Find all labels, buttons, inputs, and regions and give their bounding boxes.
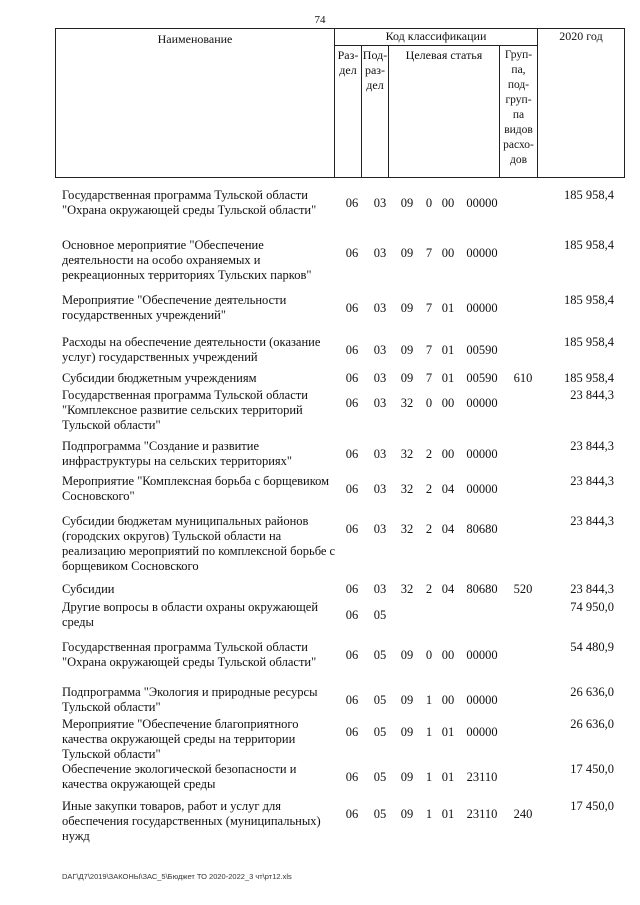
row-cs1: 09 [400, 725, 414, 739]
row-cs4: 80680 [466, 582, 498, 596]
row-podrazdel: 03 [373, 396, 387, 410]
row-amount: 54 480,9 [570, 640, 614, 654]
row-cs1: 32 [400, 522, 414, 536]
row-cs3: 01 [441, 301, 455, 315]
row-cs1: 09 [400, 807, 414, 821]
header-classification: Код классификации [385, 29, 487, 43]
header-target-cell [388, 45, 500, 178]
row-amount: 23 844,3 [570, 582, 614, 596]
row-razdel: 06 [345, 608, 359, 622]
row-cs2: 2 [425, 482, 433, 496]
row-podrazdel: 03 [373, 343, 387, 357]
row-cs1: 09 [400, 301, 414, 315]
row-cs1: 09 [400, 648, 414, 662]
row-amount: 74 950,0 [570, 600, 614, 614]
row-cs1: 09 [400, 343, 414, 357]
row-cs4: 23110 [466, 770, 498, 784]
row-name: Субсидии [62, 582, 115, 596]
row-cs2: 1 [425, 725, 433, 739]
row-cs3: 04 [441, 482, 455, 496]
row-podrazdel: 03 [373, 482, 387, 496]
row-vr: 520 [513, 582, 533, 596]
row-podrazdel: 03 [373, 301, 387, 315]
page-number: 74 [314, 14, 326, 26]
row-podrazdel: 03 [373, 371, 387, 385]
row-razdel: 06 [345, 196, 359, 210]
row-cs2: 1 [425, 807, 433, 821]
row-cs3: 01 [441, 725, 455, 739]
row-cs4: 00000 [466, 482, 498, 496]
row-name: Другие вопросы в области охраны окружающей среды [62, 600, 319, 629]
row-razdel: 06 [345, 648, 359, 662]
row-cs1: 09 [400, 196, 414, 210]
row-cs1: 09 [400, 770, 414, 784]
row-amount: 26 636,0 [570, 717, 614, 731]
row-cs2: 7 [425, 301, 433, 315]
row-podrazdel: 05 [373, 725, 387, 739]
row-cs1: 32 [400, 396, 414, 410]
row-vr: 610 [513, 371, 533, 385]
row-amount: 185 958,4 [564, 238, 614, 252]
row-name: Иные закупки товаров, работ и услуг для обеспечения государственных (муниципальных) нужд [62, 799, 321, 843]
row-cs3: 04 [441, 522, 455, 536]
header-group: Груп- па, под- груп- па видов расхо- дов [503, 49, 534, 166]
row-name: Основное мероприятие "Обеспечение деятельности на особо охраняемых и рекреационных территориях Тульских парков" [62, 238, 312, 282]
file-path-footer: DAГ\Д7\2019\ЗАКОНЫ\ЗАС_5\Бюджет ТО 2020-2022_3 чт\рт12.xls [62, 872, 292, 881]
row-razdel: 06 [345, 482, 359, 496]
row-name: Подпрограмма "Экология и природные ресурсы Тульской области" [62, 685, 318, 714]
row-cs4: 23110 [466, 807, 498, 821]
row-amount: 185 958,4 [564, 371, 614, 385]
row-name: Субсидии бюджетам муниципальных районов (городских округов) Тульской области на реализацию мероприятий по комплексной борьбе с борщевиком Сосновского [62, 514, 336, 573]
row-vr: 240 [513, 807, 533, 821]
row-razdel: 06 [345, 246, 359, 260]
row-cs4: 00590 [466, 343, 498, 357]
header-name: Наименование [157, 32, 233, 46]
row-razdel: 06 [345, 522, 359, 536]
row-razdel: 06 [345, 343, 359, 357]
row-cs3: 01 [441, 343, 455, 357]
row-cs3: 00 [441, 693, 455, 707]
row-cs1: 32 [400, 582, 414, 596]
row-amount: 23 844,3 [570, 439, 614, 453]
row-cs2: 2 [425, 522, 433, 536]
row-podrazdel: 03 [373, 447, 387, 461]
header-target: Целевая статья [405, 48, 483, 62]
row-cs4: 00000 [466, 246, 498, 260]
row-cs4: 00000 [466, 648, 498, 662]
row-cs2: 2 [425, 582, 433, 596]
header-year-cell [537, 28, 625, 178]
row-podrazdel: 03 [373, 582, 387, 596]
row-amount: 185 958,4 [564, 188, 614, 202]
row-podrazdel: 05 [373, 693, 387, 707]
row-razdel: 06 [345, 447, 359, 461]
row-name: Мероприятие "Обеспечение благоприятного качества окружающей среды на территории Тульской области" [62, 717, 299, 761]
row-podrazdel: 05 [373, 608, 387, 622]
row-razdel: 06 [345, 770, 359, 784]
row-razdel: 06 [345, 693, 359, 707]
row-name: Подпрограмма "Создание и развитие инфраструктуры на сельских территориях" [62, 439, 293, 468]
row-cs2: 0 [425, 396, 433, 410]
row-name: Государственная программа Тульской области "Комплексное развитие сельских территорий Тульской области" [62, 388, 308, 432]
row-cs3: 01 [441, 807, 455, 821]
row-cs3: 01 [441, 770, 455, 784]
row-name: Мероприятие "Комплексная борьба с борщевиком Сосновского" [62, 474, 330, 503]
row-cs1: 32 [400, 447, 414, 461]
row-cs2: 0 [425, 196, 433, 210]
row-cs4: 00000 [466, 396, 498, 410]
row-podrazdel: 05 [373, 807, 387, 821]
row-amount: 23 844,3 [570, 514, 614, 528]
row-cs2: 1 [425, 693, 433, 707]
row-cs2: 0 [425, 648, 433, 662]
header-name-cell [55, 28, 335, 178]
row-podrazdel: 03 [373, 196, 387, 210]
row-podrazdel: 03 [373, 246, 387, 260]
row-amount: 17 450,0 [570, 762, 614, 776]
row-cs2: 1 [425, 770, 433, 784]
row-amount: 23 844,3 [570, 474, 614, 488]
row-name: Государственная программа Тульской области "Охрана окружающей среды Тульской области" [62, 640, 317, 669]
row-cs2: 7 [425, 343, 433, 357]
row-razdel: 06 [345, 371, 359, 385]
row-amount: 17 450,0 [570, 799, 614, 813]
row-cs4: 00000 [466, 725, 498, 739]
header-year: 2020 год [559, 29, 603, 43]
row-razdel: 06 [345, 725, 359, 739]
row-cs4: 00000 [466, 301, 498, 315]
row-cs3: 00 [441, 447, 455, 461]
row-podrazdel: 05 [373, 648, 387, 662]
row-name: Расходы на обеспечение деятельности (оказание услуг) государственных учреждений [62, 335, 321, 364]
row-cs3: 00 [441, 396, 455, 410]
header-subsection: Под- раз- дел [362, 48, 388, 92]
row-cs2: 2 [425, 447, 433, 461]
row-cs3: 04 [441, 582, 455, 596]
row-cs4: 80680 [466, 522, 498, 536]
table-header [55, 28, 625, 178]
row-cs4: 00000 [466, 447, 498, 461]
row-amount: 185 958,4 [564, 293, 614, 307]
row-cs3: 00 [441, 246, 455, 260]
row-cs1: 09 [400, 371, 414, 385]
row-razdel: 06 [345, 807, 359, 821]
row-razdel: 06 [345, 582, 359, 596]
row-cs1: 09 [400, 246, 414, 260]
row-cs1: 09 [400, 693, 414, 707]
row-amount: 185 958,4 [564, 335, 614, 349]
header-section: Раз- дел [337, 48, 359, 77]
row-cs3: 01 [441, 371, 455, 385]
row-cs1: 32 [400, 482, 414, 496]
row-cs4: 00000 [466, 693, 498, 707]
row-cs3: 00 [441, 648, 455, 662]
row-name: Государственная программа Тульской области "Охрана окружающей среды Тульской области" [62, 188, 317, 217]
row-podrazdel: 05 [373, 770, 387, 784]
row-amount: 23 844,3 [570, 388, 614, 402]
row-razdel: 06 [345, 396, 359, 410]
row-cs2: 7 [425, 371, 433, 385]
row-cs2: 7 [425, 246, 433, 260]
row-name: Субсидии бюджетным учреждениям [62, 371, 257, 385]
row-name: Обеспечение экологической безопасности и качества окружающей среды [62, 762, 297, 791]
row-amount: 26 636,0 [570, 685, 614, 699]
row-cs3: 00 [441, 196, 455, 210]
row-podrazdel: 03 [373, 522, 387, 536]
row-razdel: 06 [345, 301, 359, 315]
row-cs4: 00590 [466, 371, 498, 385]
row-name: Мероприятие "Обеспечение деятельности государственных учреждений" [62, 293, 287, 322]
row-cs4: 00000 [466, 196, 498, 210]
